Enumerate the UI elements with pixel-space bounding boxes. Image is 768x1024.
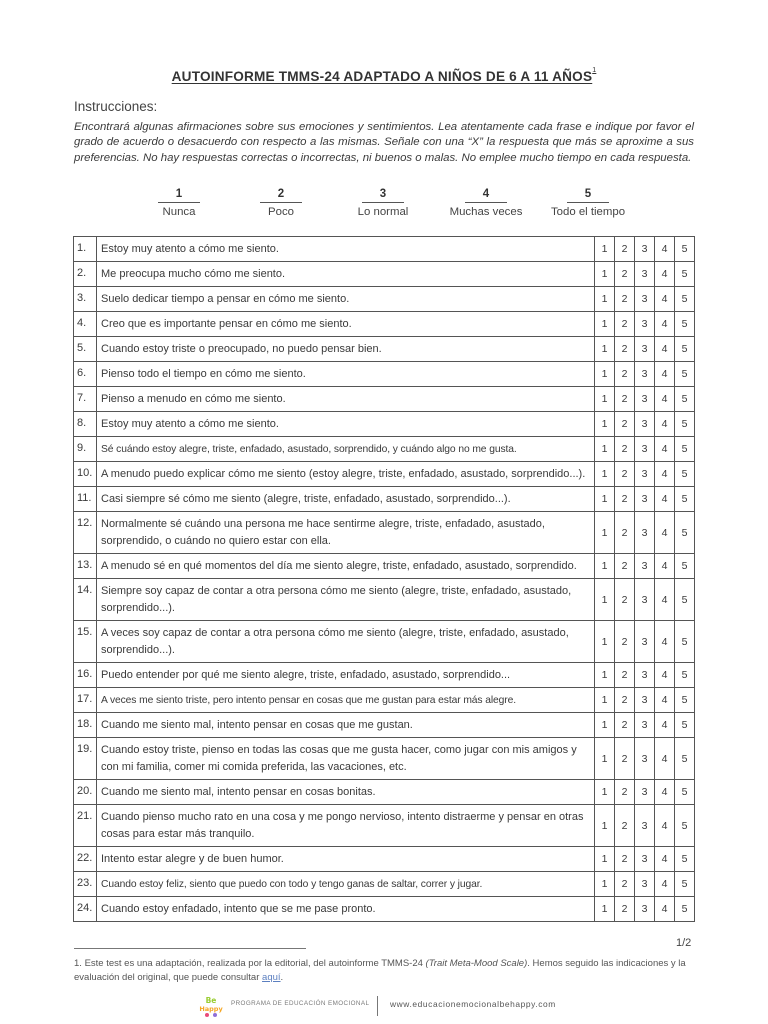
question-row <box>74 437 695 462</box>
answer-option-2[interactable]: 2 <box>615 738 635 780</box>
answer-option-4[interactable]: 4 <box>655 312 675 337</box>
answer-option-5[interactable]: 5 <box>675 287 695 312</box>
answer-option-1[interactable]: 1 <box>595 805 615 847</box>
scale-option <box>431 188 541 218</box>
answer-option-2[interactable]: 2 <box>615 512 635 554</box>
be-happy-logo <box>198 994 224 1018</box>
answer-option-3[interactable]: 3 <box>635 621 655 663</box>
answer-option-2[interactable]: 2 <box>615 312 635 337</box>
footnote-link[interactable]: aquí <box>262 972 281 983</box>
question-number: 20. <box>74 780 97 805</box>
answer-option-1[interactable]: 1 <box>595 437 615 462</box>
answer-option-3[interactable]: 3 <box>635 487 655 512</box>
answer-option-1[interactable]: 1 <box>595 512 615 554</box>
answer-option-4[interactable]: 4 <box>655 663 675 688</box>
footnote-reference[interactable]: 1 <box>592 67 597 74</box>
answer-option-5[interactable]: 5 <box>675 412 695 437</box>
question-statement: Estoy muy atento a cómo me siento. <box>97 237 595 262</box>
page-footer <box>0 994 768 1020</box>
answer-option-3[interactable]: 3 <box>635 337 655 362</box>
question-statement: Normalmente sé cuándo una persona me hace sentirme alegre, triste, enfadado, asustado, sorprendido, o cuándo no quiero estar con ella. <box>97 512 595 554</box>
answer-option-2[interactable]: 2 <box>615 621 635 663</box>
answer-option-4[interactable]: 4 <box>655 262 675 287</box>
answer-option-3[interactable]: 3 <box>635 387 655 412</box>
question-number: 17. <box>74 688 97 713</box>
answer-option-1[interactable]: 1 <box>595 621 615 663</box>
answer-option-2[interactable]: 2 <box>615 847 635 872</box>
question-statement: Siempre soy capaz de contar a otra persona cómo me siento (alegre, triste, enfadado, asustado, sorprendido...). <box>97 579 595 621</box>
question-statement: Me preocupa mucho cómo me siento. <box>97 262 595 287</box>
answer-option-3[interactable]: 3 <box>635 713 655 738</box>
answer-option-3[interactable]: 3 <box>635 287 655 312</box>
question-number: 4. <box>74 312 97 337</box>
footnote-divider <box>74 948 306 949</box>
answer-option-4[interactable]: 4 <box>655 412 675 437</box>
question-row <box>74 897 695 922</box>
question-statement: Cuando me siento mal, intento pensar en cosas que me gustan. <box>97 713 595 738</box>
answer-option-3[interactable]: 3 <box>635 688 655 713</box>
website-url[interactable]: www.educacionemocionalbehappy.com <box>390 999 556 1009</box>
scale-option <box>226 188 336 218</box>
answer-option-5[interactable]: 5 <box>675 738 695 780</box>
scale-label: Todo el tiempo <box>550 206 626 218</box>
answer-option-5[interactable]: 5 <box>675 462 695 487</box>
answer-option-2[interactable]: 2 <box>615 897 635 922</box>
answer-option-3[interactable]: 3 <box>635 872 655 897</box>
page-number: 1/2 <box>676 937 692 949</box>
question-number: 1. <box>74 237 97 262</box>
answer-option-4[interactable]: 4 <box>655 897 675 922</box>
answer-option-5[interactable]: 5 <box>675 312 695 337</box>
answer-option-2[interactable]: 2 <box>615 362 635 387</box>
answer-option-2[interactable]: 2 <box>615 337 635 362</box>
question-statement: Pienso a menudo en cómo me siento. <box>97 387 595 412</box>
scale-label: Nunca <box>162 206 196 218</box>
scale-option <box>328 188 438 218</box>
answer-option-1[interactable]: 1 <box>595 780 615 805</box>
question-statement: Cuando pienso mucho rato en una cosa y me pongo nervioso, intento distraerme y pensar en otras cosas para estar más tranquilo. <box>97 805 595 847</box>
answer-option-5[interactable]: 5 <box>675 487 695 512</box>
question-number: 14. <box>74 579 97 621</box>
footnote-mark: 1. <box>74 958 82 969</box>
answer-option-4[interactable]: 4 <box>655 713 675 738</box>
answer-option-4[interactable]: 4 <box>655 237 675 262</box>
answer-option-1[interactable]: 1 <box>595 713 615 738</box>
answer-option-3[interactable]: 3 <box>635 262 655 287</box>
answer-option-1[interactable]: 1 <box>595 487 615 512</box>
question-row <box>74 847 695 872</box>
question-statement: Sé cuándo estoy alegre, triste, enfadado, asustado, sorprendido, y cuándo algo no me gusta. <box>97 437 595 462</box>
question-number: 22. <box>74 847 97 872</box>
answer-option-5[interactable]: 5 <box>675 897 695 922</box>
answer-option-3[interactable]: 3 <box>635 362 655 387</box>
answer-option-3[interactable]: 3 <box>635 312 655 337</box>
answer-option-5[interactable]: 5 <box>675 387 695 412</box>
answer-option-1[interactable]: 1 <box>595 237 615 262</box>
answer-option-2[interactable]: 2 <box>615 287 635 312</box>
answer-option-3[interactable]: 3 <box>635 579 655 621</box>
scale-value: 3 <box>362 188 404 203</box>
question-row <box>74 262 695 287</box>
answer-option-4[interactable]: 4 <box>655 579 675 621</box>
question-statement: Estoy muy atento a cómo me siento. <box>97 412 595 437</box>
document-title <box>0 69 768 84</box>
question-row <box>74 663 695 688</box>
question-number: 24. <box>74 897 97 922</box>
scale-value: 2 <box>260 188 302 203</box>
answer-option-3[interactable]: 3 <box>635 412 655 437</box>
question-row <box>74 362 695 387</box>
answer-option-2[interactable]: 2 <box>615 713 635 738</box>
answer-option-2[interactable]: 2 <box>615 780 635 805</box>
answer-option-3[interactable]: 3 <box>635 554 655 579</box>
scale-label: Lo normal <box>357 206 409 218</box>
footer-separator <box>377 996 378 1016</box>
answer-option-2[interactable]: 2 <box>615 262 635 287</box>
question-number: 9. <box>74 437 97 462</box>
answer-option-5[interactable]: 5 <box>675 713 695 738</box>
question-statement: Creo que es importante pensar en cómo me siento. <box>97 312 595 337</box>
question-row <box>74 554 695 579</box>
answer-option-2[interactable]: 2 <box>615 663 635 688</box>
question-number: 19. <box>74 738 97 780</box>
question-row <box>74 462 695 487</box>
question-number: 16. <box>74 663 97 688</box>
answer-option-4[interactable]: 4 <box>655 621 675 663</box>
response-scale-legend <box>0 188 768 224</box>
question-statement: A menudo sé en qué momentos del día me siento alegre, triste, enfadado, asustado, sorprendido. <box>97 554 595 579</box>
answer-option-5[interactable]: 5 <box>675 554 695 579</box>
answer-option-5[interactable]: 5 <box>675 437 695 462</box>
question-number: 3. <box>74 287 97 312</box>
answer-option-1[interactable]: 1 <box>595 872 615 897</box>
answer-option-5[interactable]: 5 <box>675 262 695 287</box>
answer-option-3[interactable]: 3 <box>635 237 655 262</box>
answer-option-3[interactable]: 3 <box>635 512 655 554</box>
answer-option-1[interactable]: 1 <box>595 554 615 579</box>
answer-option-1[interactable]: 1 <box>595 738 615 780</box>
question-statement: Intento estar alegre y de buen humor. <box>97 847 595 872</box>
answer-option-3[interactable]: 3 <box>635 805 655 847</box>
answer-option-4[interactable]: 4 <box>655 437 675 462</box>
scale-option <box>533 188 643 218</box>
answer-option-2[interactable]: 2 <box>615 437 635 462</box>
scale-option <box>124 188 234 218</box>
question-row <box>74 387 695 412</box>
answer-option-3[interactable]: 3 <box>635 847 655 872</box>
answer-option-5[interactable]: 5 <box>675 872 695 897</box>
question-number: 18. <box>74 713 97 738</box>
question-statement: A veces me siento triste, pero intento pensar en cosas que me gustan para estar más alegre. <box>97 688 595 713</box>
instructions-text: Encontrará algunas afirmaciones sobre sus emociones y sentimientos. Lea atentamente cada frase e indique por favor el grado de acuerdo o desacuerdo con respecto a las mismas. Señale con una “X” la respuesta que más se aproxime a sus preferencias. No hay respuestas correctas o incorrectas, ni buenos o malas. No emplee mucho tiempo en cada respuesta. <box>74 121 694 164</box>
question-statement: Puedo entender por qué me siento alegre, triste, enfadado, asustado, sorprendido... <box>97 663 595 688</box>
answer-option-1[interactable]: 1 <box>595 579 615 621</box>
answer-option-1[interactable]: 1 <box>595 337 615 362</box>
question-number: 2. <box>74 262 97 287</box>
answer-option-3[interactable]: 3 <box>635 663 655 688</box>
question-number: 21. <box>74 805 97 847</box>
scale-value: 4 <box>465 188 507 203</box>
answer-option-2[interactable]: 2 <box>615 579 635 621</box>
answer-option-4[interactable]: 4 <box>655 387 675 412</box>
answer-option-4[interactable]: 4 <box>655 554 675 579</box>
question-row <box>74 780 695 805</box>
answer-option-2[interactable]: 2 <box>615 237 635 262</box>
answer-option-2[interactable]: 2 <box>615 805 635 847</box>
answer-option-4[interactable]: 4 <box>655 847 675 872</box>
question-row <box>74 738 695 780</box>
question-row <box>74 412 695 437</box>
scale-value: 5 <box>567 188 609 203</box>
question-row <box>74 621 695 663</box>
answer-option-2[interactable]: 2 <box>615 462 635 487</box>
question-number: 12. <box>74 512 97 554</box>
scale-value: 1 <box>158 188 200 203</box>
answer-option-4[interactable]: 4 <box>655 287 675 312</box>
scale-label: Poco <box>268 206 294 218</box>
answer-option-1[interactable]: 1 <box>595 362 615 387</box>
svg-text:Happy: Happy <box>199 1005 223 1013</box>
question-statement: Casi siempre sé cómo me siento (alegre, triste, enfadado, asustado, sorprendido...). <box>97 487 595 512</box>
answer-option-4[interactable]: 4 <box>655 512 675 554</box>
answer-option-1[interactable]: 1 <box>595 387 615 412</box>
question-row <box>74 312 695 337</box>
question-row <box>74 287 695 312</box>
answer-option-1[interactable]: 1 <box>595 287 615 312</box>
answer-option-3[interactable]: 3 <box>635 780 655 805</box>
answer-option-1[interactable]: 1 <box>595 847 615 872</box>
answer-option-1[interactable]: 1 <box>595 897 615 922</box>
answer-option-1[interactable]: 1 <box>595 462 615 487</box>
question-statement: Cuando me siento mal, intento pensar en cosas bonitas. <box>97 780 595 805</box>
answer-option-4[interactable]: 4 <box>655 738 675 780</box>
question-number: 11. <box>74 487 97 512</box>
scale-label: Muchas veces <box>449 206 523 218</box>
answer-option-1[interactable]: 1 <box>595 262 615 287</box>
question-row <box>74 688 695 713</box>
question-statement: Cuando estoy triste, pienso en todas las cosas que me gusta hacer, como jugar con mis amigos y con mi familia, comer mi comida preferida, las vacaciones, etc. <box>97 738 595 780</box>
answer-option-5[interactable]: 5 <box>675 512 695 554</box>
question-row <box>74 805 695 847</box>
question-number: 7. <box>74 387 97 412</box>
answer-option-2[interactable]: 2 <box>615 688 635 713</box>
answer-option-5[interactable]: 5 <box>675 688 695 713</box>
question-number: 6. <box>74 362 97 387</box>
program-name: PROGRAMA DE EDUCACIÓN EMOCIONAL <box>231 1000 370 1007</box>
answer-option-5[interactable]: 5 <box>675 805 695 847</box>
answer-option-2[interactable]: 2 <box>615 412 635 437</box>
question-row <box>74 512 695 554</box>
answer-option-4[interactable]: 4 <box>655 872 675 897</box>
answer-option-5[interactable]: 5 <box>675 663 695 688</box>
answer-option-2[interactable]: 2 <box>615 872 635 897</box>
footnote-italic: (Trait Meta-Mood Scale) <box>425 958 528 969</box>
question-statement: Suelo dedicar tiempo a pensar en cómo me siento. <box>97 287 595 312</box>
answer-option-1[interactable]: 1 <box>595 688 615 713</box>
answer-option-4[interactable]: 4 <box>655 805 675 847</box>
question-row <box>74 872 695 897</box>
answer-option-4[interactable]: 4 <box>655 462 675 487</box>
question-statement: A menudo puedo explicar cómo me siento (estoy alegre, triste, enfadado, asustado, sorprendido...). <box>97 462 595 487</box>
answer-option-5[interactable]: 5 <box>675 780 695 805</box>
question-statement: Cuando estoy triste o preocupado, no puedo pensar bien. <box>97 337 595 362</box>
question-statement: Cuando estoy enfadado, intento que se me pase pronto. <box>97 897 595 922</box>
question-row <box>74 579 695 621</box>
answer-option-2[interactable]: 2 <box>615 487 635 512</box>
answer-option-2[interactable]: 2 <box>615 554 635 579</box>
footnote-text-continued: . Hemos seguido las indicaciones y la evaluación del original, que puede consultar <box>74 958 686 983</box>
answer-option-2[interactable]: 2 <box>615 387 635 412</box>
instructions-heading: Instrucciones: <box>74 99 158 114</box>
answer-option-3[interactable]: 3 <box>635 462 655 487</box>
answer-option-5[interactable]: 5 <box>675 237 695 262</box>
answer-option-5[interactable]: 5 <box>675 847 695 872</box>
answer-option-5[interactable]: 5 <box>675 362 695 387</box>
question-row <box>74 487 695 512</box>
answer-option-3[interactable]: 3 <box>635 738 655 780</box>
answer-option-4[interactable]: 4 <box>655 688 675 713</box>
question-row <box>74 713 695 738</box>
answer-option-4[interactable]: 4 <box>655 780 675 805</box>
svg-text:Be: Be <box>205 996 217 1005</box>
question-statement: Pienso todo el tiempo en cómo me siento. <box>97 362 595 387</box>
question-number: 23. <box>74 872 97 897</box>
answer-option-5[interactable]: 5 <box>675 621 695 663</box>
question-number: 8. <box>74 412 97 437</box>
footnote-end: . <box>280 972 284 983</box>
answer-option-1[interactable]: 1 <box>595 663 615 688</box>
answer-option-5[interactable]: 5 <box>675 579 695 621</box>
answer-option-5[interactable]: 5 <box>675 337 695 362</box>
questionnaire-body <box>74 237 695 922</box>
answer-option-4[interactable]: 4 <box>655 487 675 512</box>
question-row <box>74 337 695 362</box>
question-number: 13. <box>74 554 97 579</box>
question-statement: Cuando estoy feliz, siento que puedo con todo y tengo ganas de saltar, correr y jugar. <box>97 872 595 897</box>
answer-option-1[interactable]: 1 <box>595 312 615 337</box>
question-row <box>74 237 695 262</box>
title-text: AUTOINFORME TMMS-24 ADAPTADO A NIÑOS DE 6 A 11 AÑOS <box>171 69 593 84</box>
answer-option-4[interactable]: 4 <box>655 337 675 362</box>
question-number: 10. <box>74 462 97 487</box>
answer-option-1[interactable]: 1 <box>595 412 615 437</box>
questionnaire-table <box>73 236 695 922</box>
answer-option-3[interactable]: 3 <box>635 437 655 462</box>
question-number: 5. <box>74 337 97 362</box>
question-number: 15. <box>74 621 97 663</box>
answer-option-3[interactable]: 3 <box>635 897 655 922</box>
answer-option-4[interactable]: 4 <box>655 362 675 387</box>
question-statement: A veces soy capaz de contar a otra persona cómo me siento (alegre, triste, enfadado, asustado, sorprendido...). <box>97 621 595 663</box>
footnote-text: Este test es una adaptación, realizada por la editorial, del autoinforme TMMS-24 <box>81 958 426 969</box>
footnote <box>74 957 694 985</box>
